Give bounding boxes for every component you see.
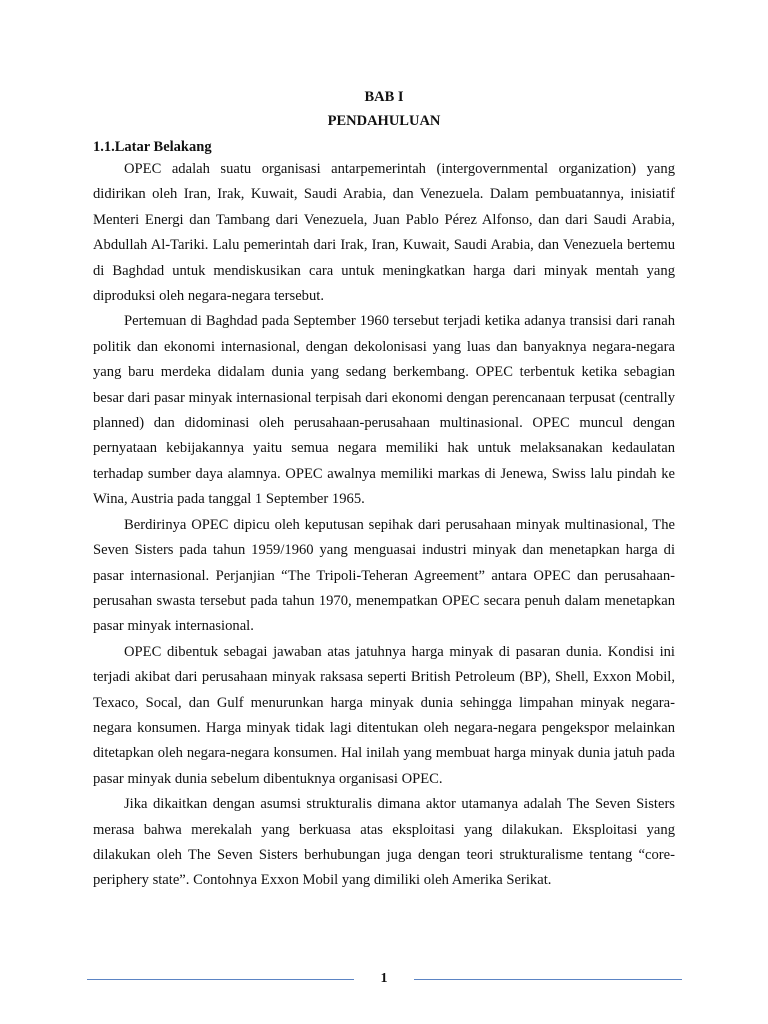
footer-rule-left	[87, 979, 354, 980]
chapter-title: PENDAHULUAN	[327, 113, 441, 129]
paragraph-1: OPEC adalah suatu organisasi antarpemerintah (intergovernmental organization) yang didirikan oleh Iran, Irak, Kuwait, Saudi Arabia, dan Venezuela. Dalam pembuatannya, inisiatif Menteri Energi dan Tambang dari Venezuela, Juan Pablo Pérez Alfonso, dan dari Saudi Arabia, Abdullah Al-Tariki. Lalu pemerintah dari Irak, Iran, Kuwait, Saudi Arabia, dan Venezuela bertemu di Baghdad untuk mendiskusikan cara untuk meningkatkan harga dari minyak mentah yang diproduksi oleh negara-negara tersebut.	[93, 161, 675, 305]
paragraph-3: Berdirinya OPEC dipicu oleh keputusan sepihak dari perusahaan minyak multinasional, The Seven Sisters pada tahun 1959/1960 yang menguasai industri minyak dan menetapkan harga di pasar internasional. Perjanjian “The Tripoli-Teheran Agreement” antara OPEC dan perusahaan-perusahan swasta tersebut pada tahun 1970, menempatkan OPEC secara penuh dalam menetapkan pasar minyak internasional.	[93, 516, 675, 635]
paragraph-5: Jika dikaitkan dengan asumsi strukturalis dimana aktor utamanya adalah The Seven Sisters merasa bahwa merekalah yang berkuasa atas eksploitasi yang dilakukan. Eksploitasi yang dilakukan oleh The Seven Sisters berhubungan juga dengan teori strukturalisme tentang “core-periphery state”. Contohnya Exxon Mobil yang dimiliki oleh Amerika Serikat.	[93, 796, 675, 889]
section-heading: 1.1.Latar Belakang	[93, 139, 212, 155]
paragraph-4: OPEC dibentuk sebagai jawaban atas jatuhnya harga minyak di pasaran dunia. Kondisi ini terjadi akibat dari perusahaan minyak raksasa seperti British Petroleum (BP), Shell, Exxon Mobil, Texaco, Socal, dan Gulf menurunkan harga minyak dunia sehingga limpahan minyak negara-negara konsumen. Harga minyak tidak lagi ditentukan oleh negara-negara pengekspor melainkan ditetapkan oleh negara-negara konsumen. Hal inilah yang membuat harga minyak dunia jatuh pada pasar minyak dunia sebelum dibentuknya organisasi OPEC.	[93, 643, 675, 787]
chapter-label: BAB I	[364, 89, 404, 105]
paragraph-2: Pertemuan di Baghdad pada September 1960 tersebut terjadi ketika adanya transisi dari ranah politik dan ekonomi internasional, dengan dekolonisasi yang luas dan banyaknya negara-negara yang baru merdeka didalam dunia yang sedang berkembang. OPEC terbentuk ketika sebagian besar dari pasar minyak internasional terpisah dari ekonomi dengan perencanaan terpusat (centrally planned) dan didominasi oleh perusahaan-perusahaan multinasional. OPEC muncul dengan pernyataan kebijakannya yaitu semua negara memiliki hak untuk melaksanakan kedaulatan terhadap sumber daya alamnya. OPEC awalnya memiliki markas di Jenewa, Swiss lalu pindah ke Wina, Austria pada tanggal 1 September 1965.	[93, 313, 675, 508]
page-footer	[0, 968, 768, 992]
footer-rule-right	[414, 979, 682, 980]
page-number: 1	[380, 971, 388, 986]
body-text	[93, 157, 675, 894]
